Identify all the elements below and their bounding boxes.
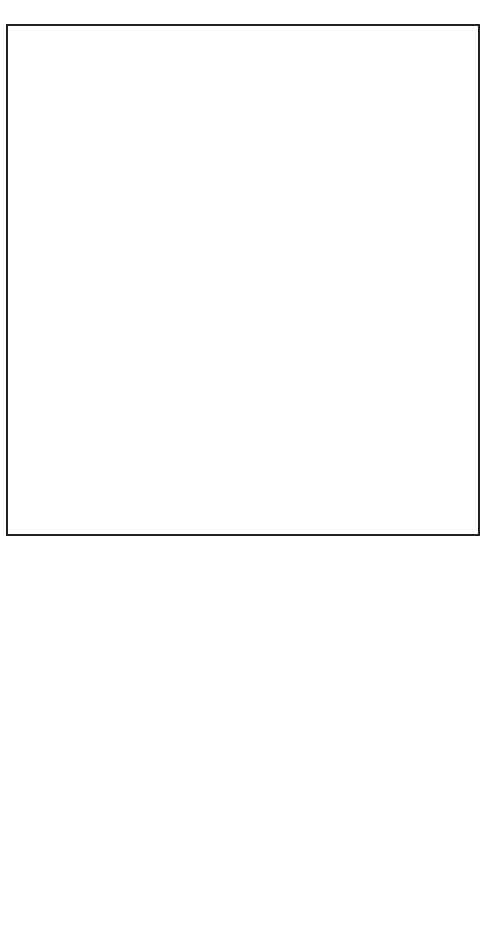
row-numbers bbox=[482, 24, 500, 536]
crossword-grid bbox=[6, 24, 480, 536]
column-numbers bbox=[6, 0, 480, 24]
